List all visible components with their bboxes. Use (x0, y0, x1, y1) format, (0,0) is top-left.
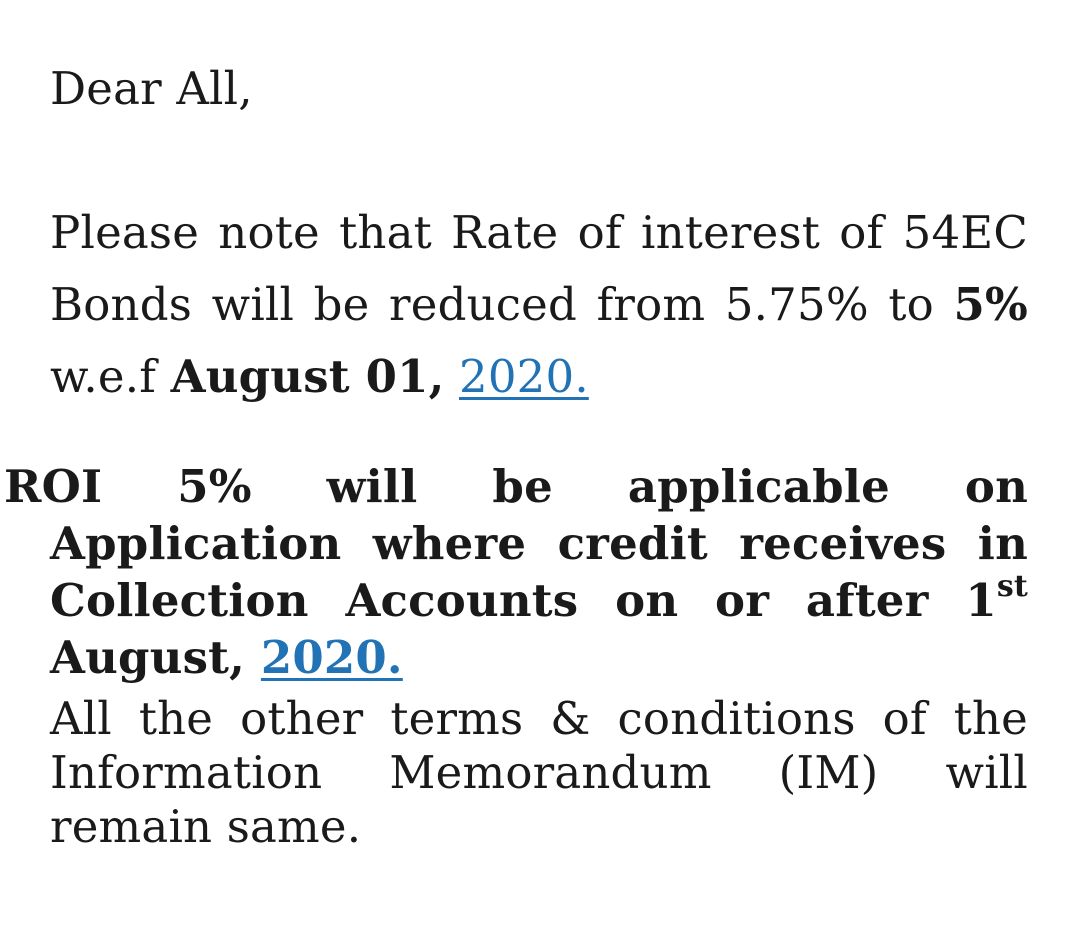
applicability-month: August, (50, 631, 246, 684)
wef-text: w.e.f (50, 350, 157, 403)
rate-change-paragraph (50, 197, 1028, 413)
roi-applicability-text: ROI 5% will be applicable on Application where credit receives in Collection Accounts on or after 1 (4, 460, 1028, 627)
terms-paragraph: All the other terms & conditions of the Information Memorandum (IM) will remain same. (50, 692, 1028, 853)
greeting: Dear All, (50, 62, 253, 115)
year-link-1[interactable]: 2020. (459, 350, 589, 403)
roi-applicability-paragraph (0, 458, 1028, 686)
ordinal-suffix: st (996, 569, 1028, 604)
effective-date: August 01, (170, 350, 445, 403)
new-rate: 5% (953, 278, 1028, 331)
rate-change-text: Please note that Rate of interest of 54EC Bonds will be reduced from 5.75% to (50, 206, 1028, 331)
year-link-2[interactable]: 2020. (260, 631, 403, 684)
